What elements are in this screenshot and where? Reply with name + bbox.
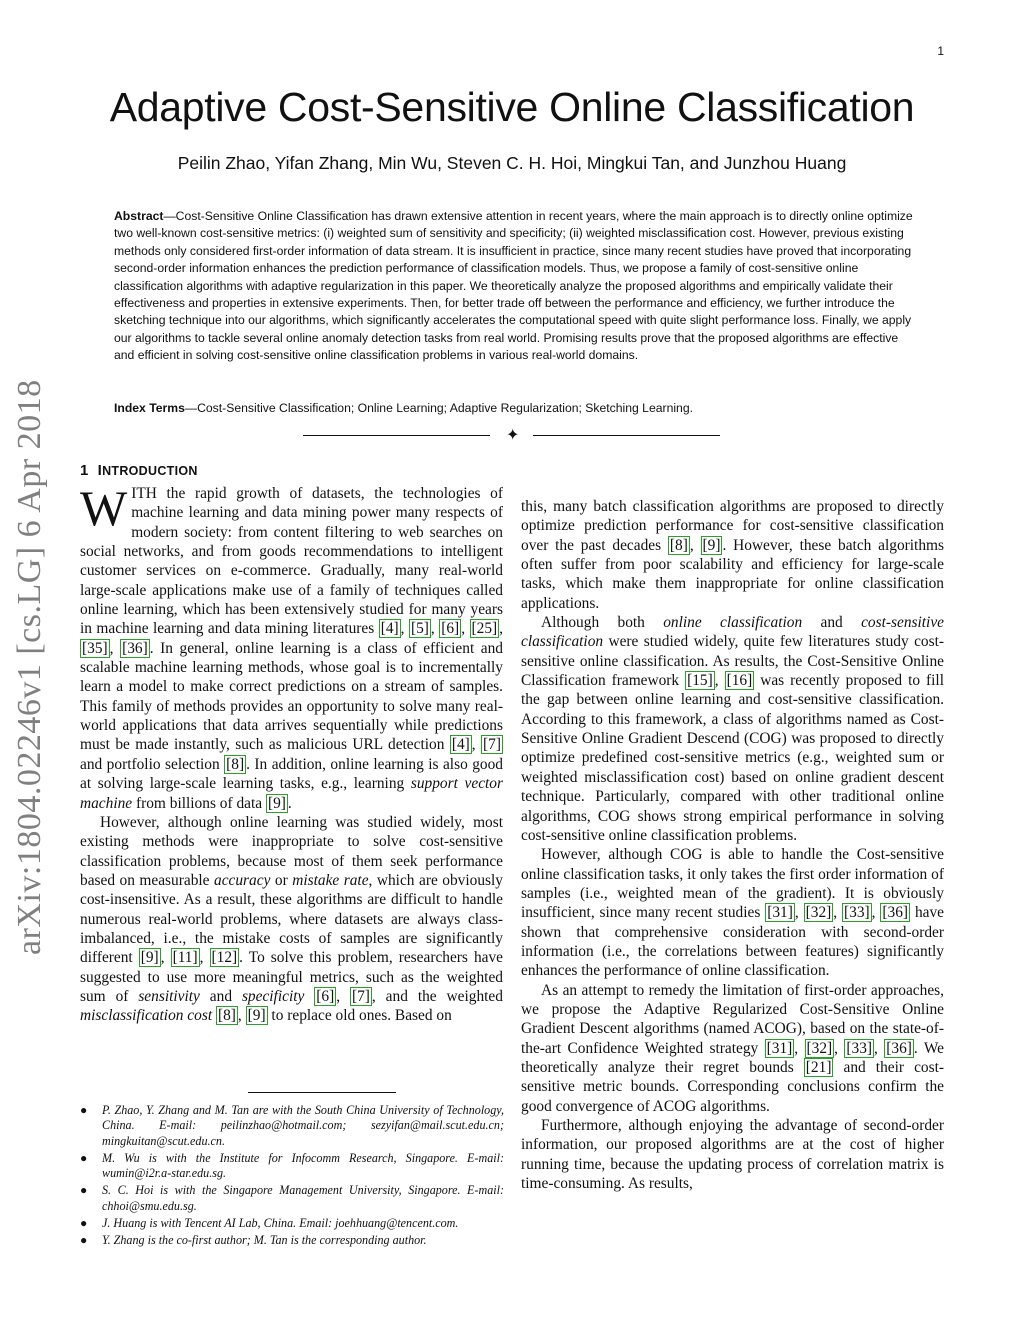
footnote-item — [80, 1103, 504, 1149]
footnote-item — [80, 1233, 504, 1248]
abstract — [114, 208, 914, 365]
citation-link[interactable]: [6] — [441, 620, 460, 638]
body-paragraph — [521, 1116, 944, 1193]
section-title-rest: NTRODUCTION — [102, 464, 198, 478]
text-run: have shown that comprehensive consideration with second-order information (i.e., the correlations between features) significantly enhances the performance of online classification. — [521, 904, 944, 980]
citation-link[interactable]: [25] — [471, 620, 498, 638]
text-run: However, although COG is able to handle the Cost-sensitive online classification tasks, it only takes the first order information of samples (i.e., weighted mean of the gradient). It is obviously insufficient, since many recent studies — [521, 846, 944, 922]
text-run: , — [237, 1007, 246, 1025]
footnote-text: Y. Zhang is the co-first author; M. Tan is the corresponding author. — [102, 1233, 427, 1248]
footnote-text: S. C. Hoi is with the Singapore Management University, Singapore. E-mail: chhoi@smu.edu.sg. — [102, 1183, 504, 1213]
body-paragraph — [80, 480, 504, 813]
citation-link[interactable]: [6] — [316, 987, 335, 1005]
text-run: , — [874, 1039, 885, 1057]
index-terms-text: —Cost-Sensitive Classification; Online Learning; Adaptive Regularization; Sketching Learning. — [184, 401, 693, 415]
text-run: ITH the rapid growth of datasets, the technologies of machine learning and data mining power many respects of modern society: from content filtering to web searches on social networks, and from goods recommendations to intelligent customer services on e-commerce. Gradually, many real-world large-scale applications make use of a family of techniques called online learning, which has been extensively studied for many years in machine learning and data mining literatures — [80, 485, 503, 638]
text-run: were studied widely, quite few literatures study cost-sensitive online classification. As results, the Cost-Sensitive Online Classification framework — [521, 633, 944, 690]
text-run: , — [109, 639, 121, 657]
author-list: Peilin Zhao, Yifan Zhang, Min Wu, Steven C. H. Hoi, Mingkui Tan, and Junzhou Huang — [177, 153, 847, 173]
citation-link[interactable]: [9] — [267, 794, 286, 812]
page-number: 1 — [937, 44, 944, 58]
text-run: . To solve this problem, researchers have suggested to use more meaningful metrics, such as the weighted sum of — [80, 949, 503, 1005]
body-paragraph — [80, 813, 503, 1026]
text-run: and portfolio selection — [80, 755, 225, 773]
text-run: . — [287, 794, 292, 812]
footnote-text: J. Huang is with Tencent AI Lab, China. Email: joehhuang@tencent.com. — [102, 1216, 459, 1231]
text-run: , — [160, 949, 171, 967]
text-run: , — [430, 620, 440, 638]
footnote-item — [80, 1183, 504, 1214]
emphasized-term: misclassification cost — [80, 1007, 213, 1025]
text-run: to replace old ones. Based on — [267, 1007, 452, 1025]
text-run: was recently proposed to fill the gap between online learning and cost-sensitive classification. According to this framework, a class of algorithms named as Cost-Sensitive Online Gradient Descend (COG) was proposed to directly optimize predefined cost-sensitive metrics (e.g., weighted sum or weighted misclassification cost) based on online gradient descent technique. Particularly, compared with other traditional online algorithms, COG shows strong empirical performance in solving cost-sensitive online classification problems. — [521, 672, 944, 844]
emphasized-term: sensitivity — [138, 987, 200, 1005]
citation-link[interactable]: [8] — [669, 536, 688, 554]
emphasized-term: online classification — [663, 614, 803, 632]
text-run: , — [499, 620, 504, 638]
text-run: and their cost-sensitive metric bounds. Corresponding conclusions confirm the good convergence of ACOG algorithms. — [521, 1058, 944, 1115]
body-paragraph — [521, 845, 944, 980]
text-run: , — [834, 1039, 845, 1057]
text-run: . We theoretically analyze their regret bounds — [521, 1039, 944, 1076]
citation-link[interactable]: [35] — [82, 639, 108, 657]
citation-link[interactable]: [8] — [217, 1007, 236, 1025]
abstract-label: Abstract — [114, 209, 164, 223]
footnote-text: M. Wu is with the Institute for Infocomm Research, Singapore. E-mail: wumin@i2r.a-star.edu.sg. — [102, 1150, 504, 1181]
index-terms-label: Index Terms — [114, 401, 185, 415]
text-run: As an attempt to remedy the limitation of first-order approaches, we propose the Adaptive Regularized Cost-Sensitive Online Gradient Descent algorithms (named ACOG), based on the state-of-the-art Confidence Weighted strategy — [521, 981, 944, 1057]
text-run: , — [871, 904, 881, 922]
section-divider — [303, 426, 723, 446]
text-run: . In addition, online learning is also good at solving large-scale learning tasks, e.g., learning — [80, 755, 503, 793]
emphasized-term: cost-sensitive classification — [521, 614, 944, 651]
text-run: , — [461, 620, 470, 638]
citation-link[interactable]: [4] — [451, 736, 470, 754]
citation-link[interactable]: [33] — [846, 1039, 873, 1057]
text-run: , — [714, 672, 725, 690]
index-terms — [114, 401, 914, 415]
text-run: from billions of data — [132, 794, 266, 812]
bullet-icon: ● — [80, 1103, 88, 1117]
emphasized-term: mistake rate — [292, 871, 369, 889]
text-run: this, many batch classification algorithms are proposed to directly optimize prediction performance for cost-sensitive classification over the past decades — [521, 498, 944, 554]
text-run: Although both — [541, 614, 664, 632]
text-run: . In general, online learning is a class of efficient and scalable machine learning methods, whose goal is to incrementally learn a model to make correct predictions on a stream of samples. This family of methods provides an opportunity to solve many real-world applications that data arrives sequentially while predictions must be made instantly, such as malicious URL detection — [80, 639, 503, 754]
text-run: , — [689, 536, 701, 554]
citation-link[interactable]: [5] — [410, 620, 429, 638]
text-run: and — [802, 614, 862, 632]
paper-title: Adaptive Cost-Sensitive Online Classification — [109, 84, 915, 130]
body-paragraph — [521, 613, 944, 845]
divider-line-left — [303, 435, 490, 436]
text-run: Furthermore, although enjoying the advantage of second-order information, our proposed algorithms are at the cost of higher running time, because the updating process of correlation matrix is time-consuming. As results, — [521, 1117, 944, 1193]
citation-link[interactable]: [31] — [766, 1039, 793, 1057]
citation-link[interactable]: [12] — [211, 949, 238, 967]
section-heading-introduction — [80, 462, 198, 479]
bullet-icon: ● — [80, 1183, 88, 1198]
diamond-icon: ✦ — [506, 427, 520, 444]
footnote-text: P. Zhao, Y. Zhang and M. Tan are with the South China University of Technology, China. E-mail: peilinzhao@hotmail.com; sezyifan@mail.scut.edu.cn; mingkuitan@scut.edu.cn. — [102, 1103, 504, 1148]
citation-link[interactable]: [36] — [882, 904, 909, 922]
left-column — [80, 480, 504, 1026]
arxiv-identifier: arXiv:1804.02246v1 [cs.LG] 6 Apr 2018 — [11, 379, 48, 955]
text-run: or — [270, 871, 293, 889]
text-run: , which are obviously cost-insensitive. As a result, these algorithms are difficult to handle numerous real-world problems, where datasets are always class-imbalanced, i.e., the mistake costs of samples are significantly different — [80, 871, 503, 967]
drop-cap: W — [80, 480, 128, 536]
citation-link[interactable]: [11] — [172, 949, 198, 967]
divider-line-right — [533, 435, 720, 436]
emphasized-term: support vector machine — [80, 775, 503, 812]
body-paragraph — [521, 497, 944, 613]
citation-link[interactable]: [9] — [140, 949, 159, 967]
text-run: , — [833, 904, 843, 922]
citation-link[interactable]: [21] — [805, 1058, 832, 1076]
citation-link[interactable]: [15] — [687, 672, 713, 690]
text-run: , — [471, 736, 482, 754]
affiliation-footnotes — [80, 1103, 504, 1251]
citation-link[interactable]: [7] — [483, 736, 501, 754]
citation-link[interactable]: [32] — [806, 1039, 833, 1057]
citation-link[interactable]: [33] — [844, 904, 870, 922]
text-run: . However, these batch algorithms often suffer from poor scalability and efficiency for large-scale tasks, which make them inappropriate for online classification applications. — [521, 536, 944, 612]
right-column — [521, 497, 944, 1193]
footnote-item — [80, 1151, 504, 1182]
citation-link[interactable]: [9] — [247, 1007, 266, 1025]
text-run: , — [400, 620, 409, 638]
citation-link[interactable]: [36] — [886, 1039, 912, 1057]
citation-link[interactable]: [36] — [122, 639, 148, 657]
bullet-icon: ● — [80, 1233, 88, 1248]
text-run: , — [336, 987, 350, 1005]
citation-link[interactable]: [4] — [380, 620, 399, 638]
text-run: However, although online learning was studied widely, most existing methods were inappropriate to solve cost-sensitive classification problems, because most of them seek performance based on measurable — [80, 813, 503, 889]
section-title-initial: I — [97, 462, 103, 479]
emphasized-term: specificity — [241, 987, 305, 1005]
bullet-icon: ● — [80, 1150, 88, 1165]
text-run — [304, 988, 314, 1005]
citation-link[interactable]: [8] — [226, 755, 245, 773]
footnote-rule — [248, 1092, 396, 1093]
text-run: , — [794, 1039, 805, 1057]
section-number: 1 — [80, 462, 89, 479]
text-run: and — [199, 987, 242, 1005]
footnote-item — [80, 1216, 504, 1231]
citation-link[interactable]: [31] — [767, 904, 793, 922]
citation-link[interactable]: [32] — [805, 904, 832, 922]
text-run: , and the weighted — [371, 987, 503, 1005]
text-run: , — [794, 904, 804, 922]
abstract-text: —Cost-Sensitive Online Classification has drawn extensive attention in recent years, where the main approach is to directly online optimize two well-known cost-sensitive metrics: (i) weighted sum of sensitivity and specificity; (ii) weighted misclassification cost. However, previous existing methods only considered first-order information of data stream. It is insufficient in practice, since many recent studies have proved that incorporating second-order information enhances the prediction performance of classification models. Thus, we propose a family of cost-sensitive online classification algorithms with adaptive regularization in this paper. We theoretically analyze the proposed algorithms and empirically validate their effectiveness and properties in extensive experiments. Then, for better trade off between the performance and efficiency, we further introduce the sketching technique into our algorithms, which significantly accelerates the computational speed with quite slight performance loss. Finally, we apply our algorithms to tackle several online anomaly detection tasks from real world. Promising results prove that the proposed algorithms are effective and efficient in solving cost-sensitive online classification problems in various real-world domains. — [114, 209, 913, 363]
citation-link[interactable]: [9] — [702, 536, 721, 554]
text-run: , — [199, 949, 210, 967]
emphasized-term: accuracy — [214, 871, 271, 889]
citation-link[interactable]: [16] — [726, 672, 753, 690]
citation-link[interactable]: [7] — [351, 987, 370, 1005]
bullet-icon: ● — [80, 1216, 88, 1231]
body-paragraph — [521, 981, 944, 1116]
